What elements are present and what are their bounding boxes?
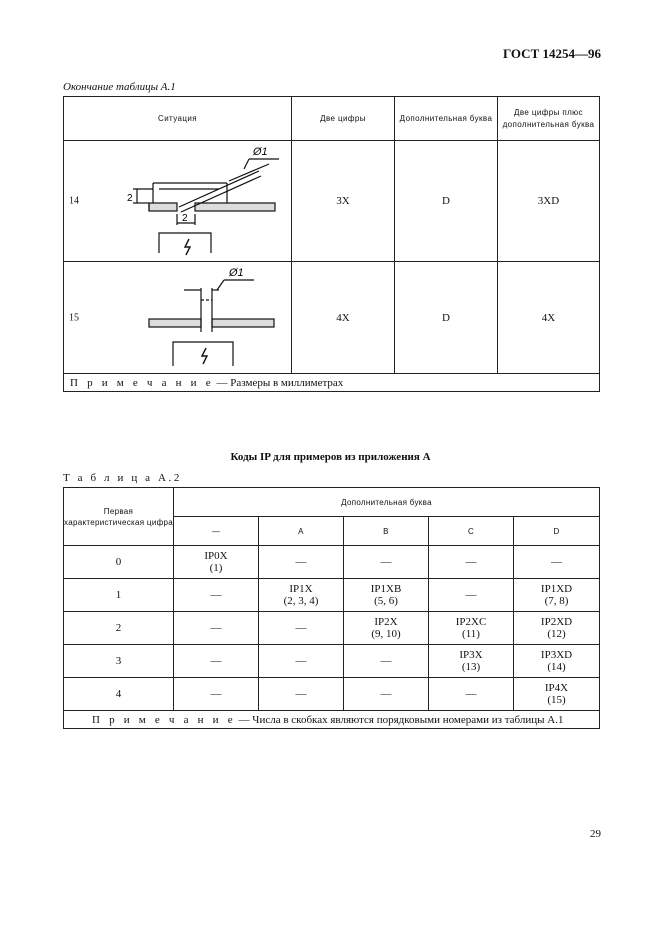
ip-code: — bbox=[380, 556, 392, 568]
ip-code: IP2X bbox=[374, 616, 398, 628]
subheader-d: D bbox=[514, 517, 600, 546]
ip-code-cell bbox=[514, 612, 600, 645]
ip-code: — bbox=[551, 556, 562, 568]
table-a1-note-row bbox=[64, 374, 600, 392]
ip-code: — bbox=[210, 655, 222, 667]
dimension-label: 2 bbox=[127, 193, 133, 204]
two-digits-cell: 4X bbox=[292, 262, 395, 374]
standard-number: ГОСТ 14254—96 bbox=[502, 46, 601, 61]
row-number: 14 bbox=[69, 195, 79, 207]
ip-code: IP1XB bbox=[370, 583, 402, 595]
row-number: 15 bbox=[69, 312, 79, 323]
ip-code: IP1XD bbox=[540, 583, 573, 595]
table-a2-note-row bbox=[64, 711, 600, 729]
ip-code: — bbox=[295, 622, 307, 634]
ip-code-reference: (2, 3, 4) bbox=[283, 595, 319, 607]
ip-code-cell bbox=[429, 678, 514, 711]
ip-code-cell bbox=[344, 678, 429, 711]
ip-code-reference: (5, 6) bbox=[374, 595, 398, 607]
ip-code: — bbox=[380, 655, 392, 667]
ip-code-cell bbox=[174, 546, 259, 579]
ip-code-cell bbox=[514, 546, 600, 579]
subheader-b: B bbox=[344, 517, 429, 546]
ip-code: — bbox=[295, 655, 307, 667]
ip-code: — bbox=[295, 556, 307, 568]
table-row bbox=[64, 546, 600, 579]
table-a1-header-row bbox=[64, 97, 600, 141]
test-probe-figure-14 bbox=[119, 141, 289, 261]
test-probe-figure-15 bbox=[119, 262, 289, 373]
ip-code: IP2XD bbox=[540, 616, 573, 628]
ip-code-reference: (7, 8) bbox=[544, 595, 569, 607]
table-a1 bbox=[63, 96, 600, 392]
ip-code: — bbox=[380, 688, 392, 700]
ip-code-cell bbox=[259, 645, 344, 678]
ip-code-cell bbox=[429, 645, 514, 678]
ip-code: IP2XC bbox=[455, 616, 487, 628]
ip-code-cell bbox=[259, 579, 344, 612]
ip-code: IP4X bbox=[544, 682, 569, 694]
ip-code: IP0X bbox=[204, 550, 228, 562]
table-a2-label: Т а б л и ц а А.2 bbox=[63, 472, 182, 484]
ip-code-reference: (9, 10) bbox=[371, 628, 401, 640]
combined-cell: 3XD bbox=[498, 141, 600, 262]
ip-code-cell bbox=[344, 645, 429, 678]
additional-letter-header: Дополнительная буква bbox=[174, 488, 600, 517]
ip-code-cell bbox=[514, 678, 600, 711]
col-header-situation: Ситуация bbox=[64, 97, 292, 141]
dimension-label: 2 bbox=[182, 213, 188, 224]
first-digit-cell: 1 bbox=[64, 579, 174, 612]
table-a2-header-row bbox=[64, 488, 600, 517]
ip-code-reference: (12) bbox=[547, 628, 566, 640]
table-row bbox=[64, 645, 600, 678]
ip-code-reference: (14) bbox=[547, 661, 566, 673]
ip-code: — bbox=[210, 589, 222, 601]
table-row bbox=[64, 579, 600, 612]
table-a2 bbox=[63, 487, 600, 729]
combined-cell: 4X bbox=[498, 262, 600, 374]
situation-cell bbox=[64, 262, 292, 374]
ip-code-cell bbox=[429, 612, 514, 645]
note-label: П р и м е ч а н и е bbox=[70, 376, 214, 389]
ip-code-cell bbox=[514, 579, 600, 612]
col-header-two-digits: Две цифры bbox=[292, 97, 395, 141]
subheader-none: — bbox=[174, 517, 259, 546]
table-row bbox=[64, 262, 600, 374]
ip-code: — bbox=[210, 622, 222, 634]
subheader-a: A bbox=[259, 517, 344, 546]
ip-code: — bbox=[465, 589, 477, 601]
ip-code: — bbox=[465, 688, 477, 700]
table-a2-note bbox=[64, 711, 600, 729]
first-digit-cell: 3 bbox=[64, 645, 174, 678]
ip-code-cell bbox=[174, 645, 259, 678]
ip-code-cell bbox=[259, 678, 344, 711]
ip-code-cell bbox=[174, 678, 259, 711]
diameter-label: Ø1 bbox=[229, 267, 244, 279]
ip-code-cell bbox=[174, 612, 259, 645]
ip-code-reference: (11) bbox=[462, 628, 480, 640]
first-digit-cell: 2 bbox=[64, 612, 174, 645]
ip-code-cell bbox=[429, 579, 514, 612]
table-row bbox=[64, 141, 600, 262]
note-text: — Размеры в миллиметрах bbox=[213, 376, 344, 389]
table-row bbox=[64, 612, 600, 645]
note-text: — Числа в скобках являются порядковыми номерами из таблицы А.1 bbox=[235, 713, 564, 726]
ip-code-cell bbox=[259, 612, 344, 645]
note-label: П р и м е ч а н и е bbox=[92, 713, 236, 726]
ip-code: IP3XD bbox=[540, 649, 573, 661]
subheader-c: C bbox=[429, 517, 514, 546]
ip-code: IP3X bbox=[459, 649, 483, 661]
two-digits-cell: 3X bbox=[292, 141, 395, 262]
ip-code-cell bbox=[344, 546, 429, 579]
col-header-letter: Дополнительная буква bbox=[395, 97, 498, 141]
ip-code-cell bbox=[429, 546, 514, 579]
ip-code-reference: (15) bbox=[547, 694, 566, 706]
col-header-combined: Две цифры плюс дополнительная буква bbox=[498, 97, 600, 141]
ip-code-reference: (13) bbox=[461, 661, 481, 673]
table-row bbox=[64, 678, 600, 711]
ip-code-cell bbox=[259, 546, 344, 579]
ip-code: — bbox=[465, 556, 477, 568]
page-number: 29 bbox=[590, 828, 601, 840]
situation-cell bbox=[64, 141, 292, 262]
ip-code: — bbox=[210, 688, 222, 700]
letter-cell: D bbox=[395, 141, 498, 262]
diameter-label: Ø1 bbox=[253, 146, 268, 158]
ip-code-cell bbox=[344, 579, 429, 612]
ip-code-cell bbox=[174, 579, 259, 612]
ip-code-reference: (1) bbox=[209, 562, 223, 574]
table-a1-caption: Окончание таблицы А.1 bbox=[63, 81, 176, 93]
table-a1-note bbox=[64, 374, 600, 392]
ip-code: IP1X bbox=[289, 583, 313, 595]
ip-code-cell bbox=[344, 612, 429, 645]
first-digit-cell: 0 bbox=[64, 546, 174, 579]
ip-code-cell bbox=[514, 645, 600, 678]
letter-cell: D bbox=[395, 262, 498, 374]
first-digit-cell: 4 bbox=[64, 678, 174, 711]
table-a2-heading: Коды IP для примеров из приложения А bbox=[230, 451, 431, 463]
first-digit-header: Первая характеристическая цифра bbox=[64, 488, 174, 546]
ip-code: — bbox=[295, 688, 307, 700]
